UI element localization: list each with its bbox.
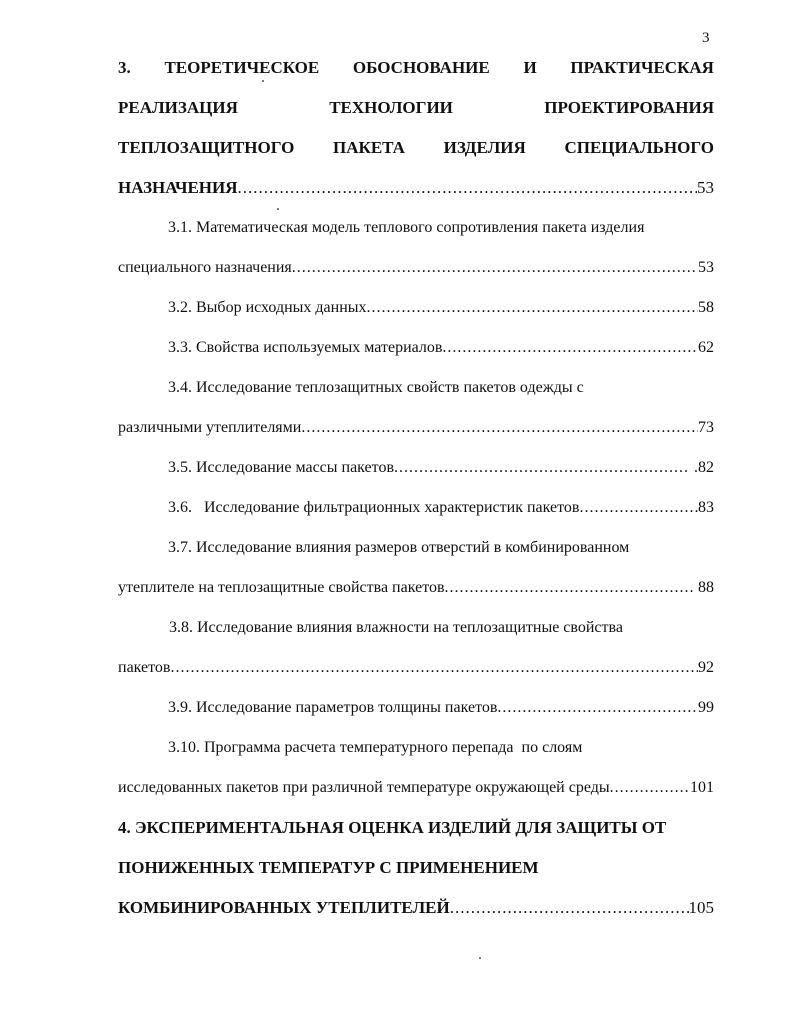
- section4-heading-line1: [118, 816, 714, 840]
- toc-entry-3-1-line2: [118, 256, 714, 280]
- heading-text: 4. ЭКСПЕРИМЕНТАЛЬНАЯ ОЦЕНКА ИЗДЕЛИЙ ДЛЯ ЗАЩИТЫ ОТ: [118, 818, 667, 837]
- toc-entry-3-5: [168, 456, 714, 480]
- heading-word: ТЕПЛОЗАЩИТНОГО: [118, 138, 295, 157]
- entry-text: 3.4. Исследование теплозащитных свойств пакетов одежды с: [168, 379, 584, 396]
- section4-heading-line2: [118, 856, 714, 880]
- heading-text: ПОНИЖЕННЫХ ТЕМПЕРАТУР С ПРИМЕНЕНИЕМ: [118, 858, 539, 877]
- dot-leader: [579, 496, 698, 520]
- toc-entry-3-2: [168, 296, 714, 320]
- entry-text: 3.9. Исследование параметров толщины пакетов: [168, 699, 498, 716]
- heading-word: РЕАЛИЗАЦИЯ: [118, 98, 238, 117]
- entry-text: 3.2. Выбор исходных данных: [168, 299, 367, 316]
- page-ref: 99: [698, 699, 714, 716]
- toc-entry-3-4-line2: [118, 416, 714, 440]
- toc-entry-3-7-line1: [168, 536, 714, 560]
- dot-leader: [445, 576, 694, 600]
- entry-text: 3.8. Исследование влияния влажности на теплозащитные свойства: [169, 619, 623, 636]
- entry-text: различными утеплителями: [118, 419, 302, 436]
- toc-entry-3-8-line2: [118, 656, 714, 680]
- entry-text: 3.3. Свойства используемых материалов: [168, 339, 443, 356]
- dot-leader: [238, 176, 697, 200]
- toc-entry-3-9: [168, 696, 714, 720]
- dot-leader: [367, 296, 698, 320]
- heading-word: ПРОЕКТИРОВАНИЯ: [544, 98, 714, 117]
- page-ref: 92: [698, 659, 714, 676]
- toc-entry-3-10-line2: [118, 776, 714, 800]
- heading-word: ОБОСНОВАНИЕ: [352, 58, 490, 77]
- heading-word: СПЕЦИАЛЬНОГО: [564, 138, 714, 157]
- page-ref: 83: [698, 499, 714, 516]
- heading-word: ПРАКТИЧЕСКАЯ: [570, 58, 714, 77]
- heading-word: И: [523, 58, 537, 77]
- page-ref: 101: [690, 779, 714, 796]
- toc-entry-3-6: [168, 496, 714, 520]
- scan-speck: [277, 208, 279, 210]
- toc-entry-3-8-line1: [169, 616, 715, 640]
- entry-text: пакетов: [118, 659, 171, 676]
- page-ref: 58: [698, 299, 714, 316]
- heading-word: ТЕОРЕТИЧЕСКОЕ: [164, 58, 320, 77]
- section3-heading-line1: [118, 56, 714, 80]
- toc-entry-3-10-line1: [168, 736, 714, 760]
- entry-text: 3.1. Математическая модель теплового сопротивления пакета изделия: [168, 219, 645, 236]
- dot-leader: [497, 696, 698, 720]
- toc-entry-3-4-line1: [168, 376, 714, 400]
- entry-text: 3.10. Программа расчета температурного перепада по слоям: [168, 739, 583, 756]
- page-ref: 53: [697, 178, 714, 197]
- dot-leader: [292, 256, 698, 280]
- section3-heading-line2: [118, 96, 714, 120]
- page-ref: .82: [690, 459, 714, 476]
- page-ref: 62: [698, 339, 714, 356]
- entry-text: 3.6. Исследование фильтрационных характеристик пакетов: [168, 499, 580, 516]
- section3-heading-line4: [118, 176, 714, 200]
- scan-speck: [262, 80, 264, 82]
- dot-leader: [450, 896, 689, 920]
- section4-heading-line3: [118, 896, 714, 920]
- page-ref: 73: [698, 419, 714, 436]
- heading-text: НАЗНАЧЕНИЯ: [118, 178, 238, 197]
- dot-leader: [301, 416, 698, 440]
- page-ref: 88: [694, 579, 714, 596]
- scan-speck: [479, 957, 481, 959]
- heading-word: ПАКЕТА: [333, 138, 405, 157]
- heading-word: ИЗДЕЛИЯ: [443, 138, 526, 157]
- dot-leader: [170, 656, 698, 680]
- entry-text: исследованных пакетов при различной температуре окружающей среды: [118, 779, 610, 796]
- heading-word: 3.: [118, 58, 131, 77]
- dot-leader: [394, 456, 690, 480]
- page-ref: 53: [698, 259, 714, 276]
- page-number: 3: [702, 30, 710, 46]
- toc-entry-3-1-line1: [168, 216, 714, 240]
- toc-entry-3-7-line2: [118, 576, 714, 600]
- heading-word: ТЕХНОЛОГИИ: [329, 98, 453, 117]
- entry-text: специального назначения: [118, 259, 292, 276]
- page-ref: 105: [688, 898, 714, 917]
- dot-leader: [610, 776, 690, 800]
- dot-leader: [442, 336, 698, 360]
- entry-text: утеплителе на теплозащитные свойства пакетов: [118, 579, 445, 596]
- heading-text: КОМБИНИРОВАННЫХ УТЕПЛИТЕЛЕЙ: [118, 898, 450, 917]
- section3-heading-line3: [118, 136, 714, 160]
- toc-entry-3-3: [168, 336, 714, 360]
- entry-text: 3.5. Исследование массы пакетов: [168, 459, 394, 476]
- entry-text: 3.7. Исследование влияния размеров отверстий в комбинированном: [168, 539, 630, 556]
